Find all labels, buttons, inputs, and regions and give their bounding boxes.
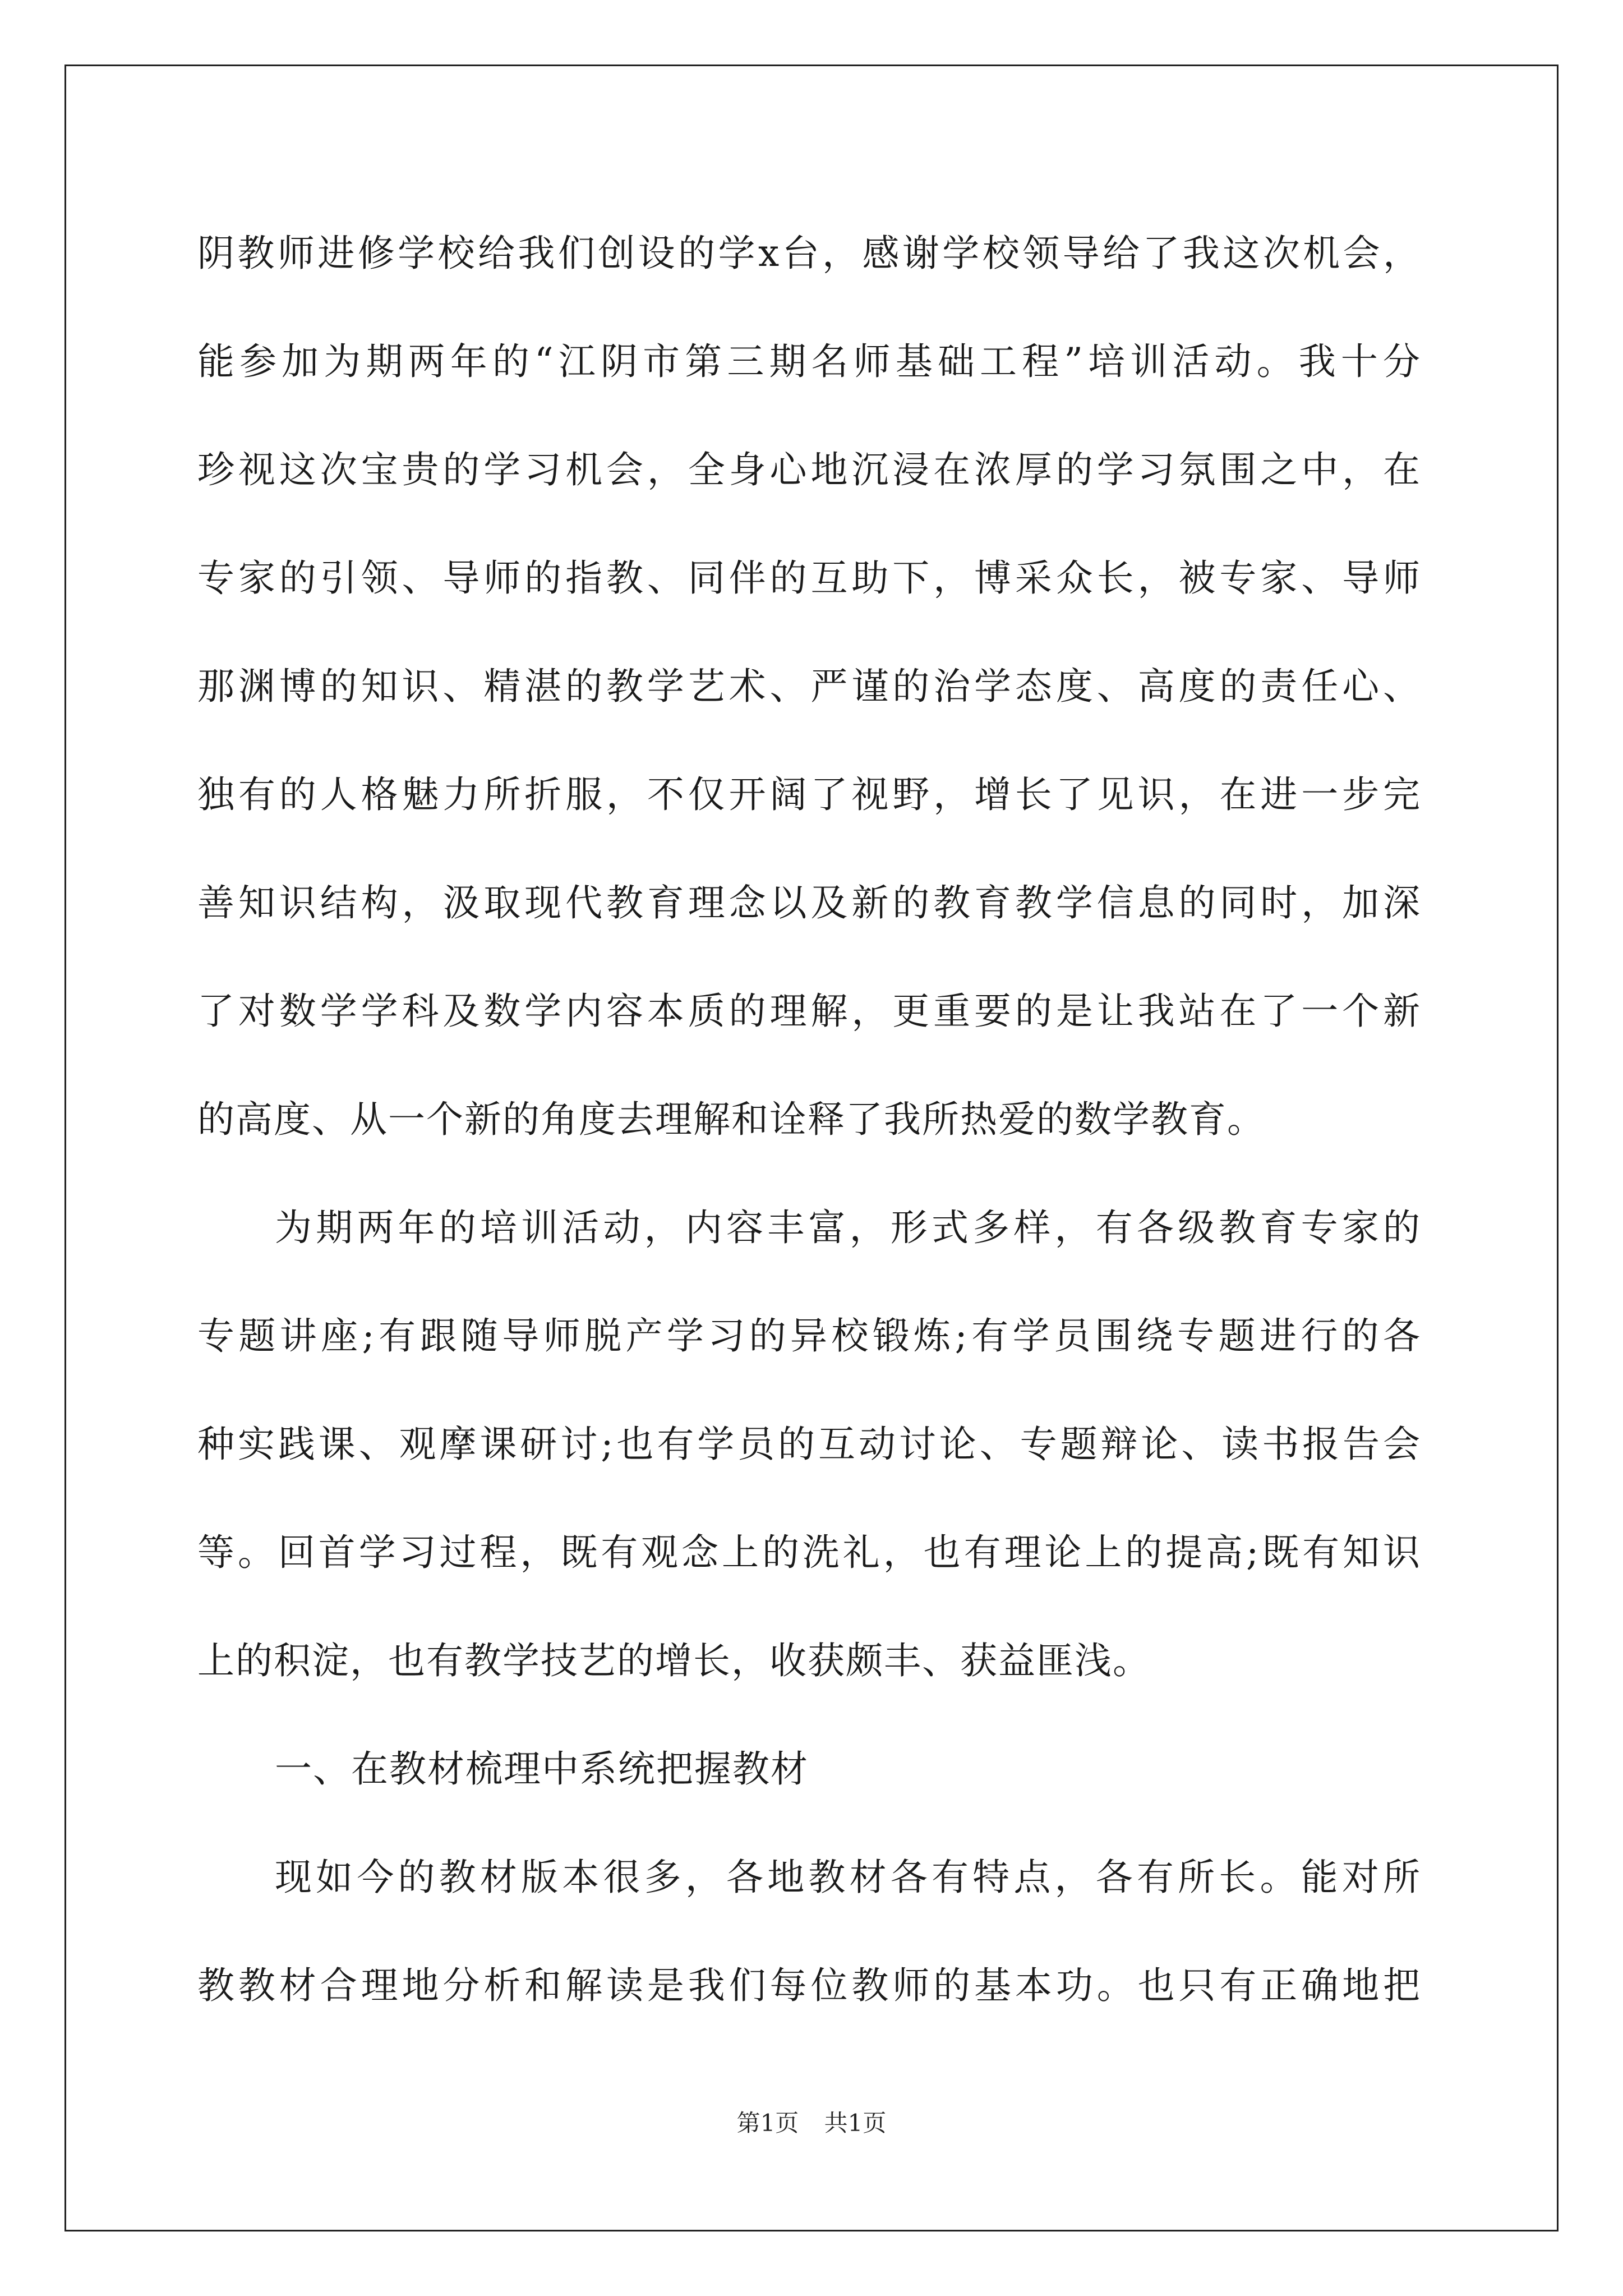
page-number: 第1页 [736, 2109, 799, 2137]
body-text-line: 珍视这次宝贵的学习机会，全身心地沉浸在浓厚的学习氛围之中，在 [197, 448, 1420, 491]
body-text-line: 独有的人格魅力所折服，不仅开阔了视野，增长了见识，在进一步完 [197, 773, 1420, 816]
page-total: 共1页 [824, 2109, 887, 2137]
body-text-line: 那渊博的知识、精湛的教学艺术、严谨的治学态度、高度的责任心、 [197, 665, 1420, 708]
body-text-line: 种实践课、观摩课研讨;也有学员的互动讨论、专题辩论、读书报告会 [197, 1423, 1420, 1466]
body-text-line: 能参加为期两年的“江阴市第三期名师基础工程”培训活动。我十分 [197, 340, 1420, 383]
paragraph-first-line: 现如今的教材版本很多，各地教材各有特点，各有所长。能对所 [275, 1856, 1420, 1899]
body-text-line: 专题讲座;有跟随导师脱产学习的异校锻炼;有学员围绕专题进行的各 [197, 1314, 1420, 1358]
body-text-line: 等。回首学习过程，既有观念上的洗礼，也有理论上的提高;既有知识 [197, 1531, 1420, 1574]
body-text-line: 善知识结构，汲取现代教育理念以及新的教育教学信息的同时，加深 [197, 881, 1420, 924]
body-text-line: 专家的引领、导师的指教、同伴的互助下，博采众长，被专家、导师 [197, 556, 1420, 600]
body-text-line: 了对数学学科及数学内容本质的理解，更重要的是让我站在了一个新 [197, 990, 1420, 1033]
page-footer [0, 2109, 1623, 2137]
body-text-line: 的高度、从一个新的角度去理解和诠释了我所热爱的数学教育。 [197, 1098, 1265, 1141]
section-heading: 一、在教材梳理中系统把握教材 [275, 1747, 809, 1791]
body-text-line: 上的积淀，也有教学技艺的增长，收获颇丰、获益匪浅。 [197, 1639, 1151, 1682]
body-text-line: 阴教师进修学校给我们创设的学x台，感谢学校领导给了我这次机会， [197, 232, 1420, 275]
page-border [64, 65, 1559, 2231]
body-text-line: 教教材合理地分析和解读是我们每位教师的基本功。也只有正确地把 [197, 1964, 1420, 2007]
paragraph-first-line: 为期两年的培训活动，内容丰富，形式多样，有各级教育专家的 [275, 1206, 1420, 1249]
